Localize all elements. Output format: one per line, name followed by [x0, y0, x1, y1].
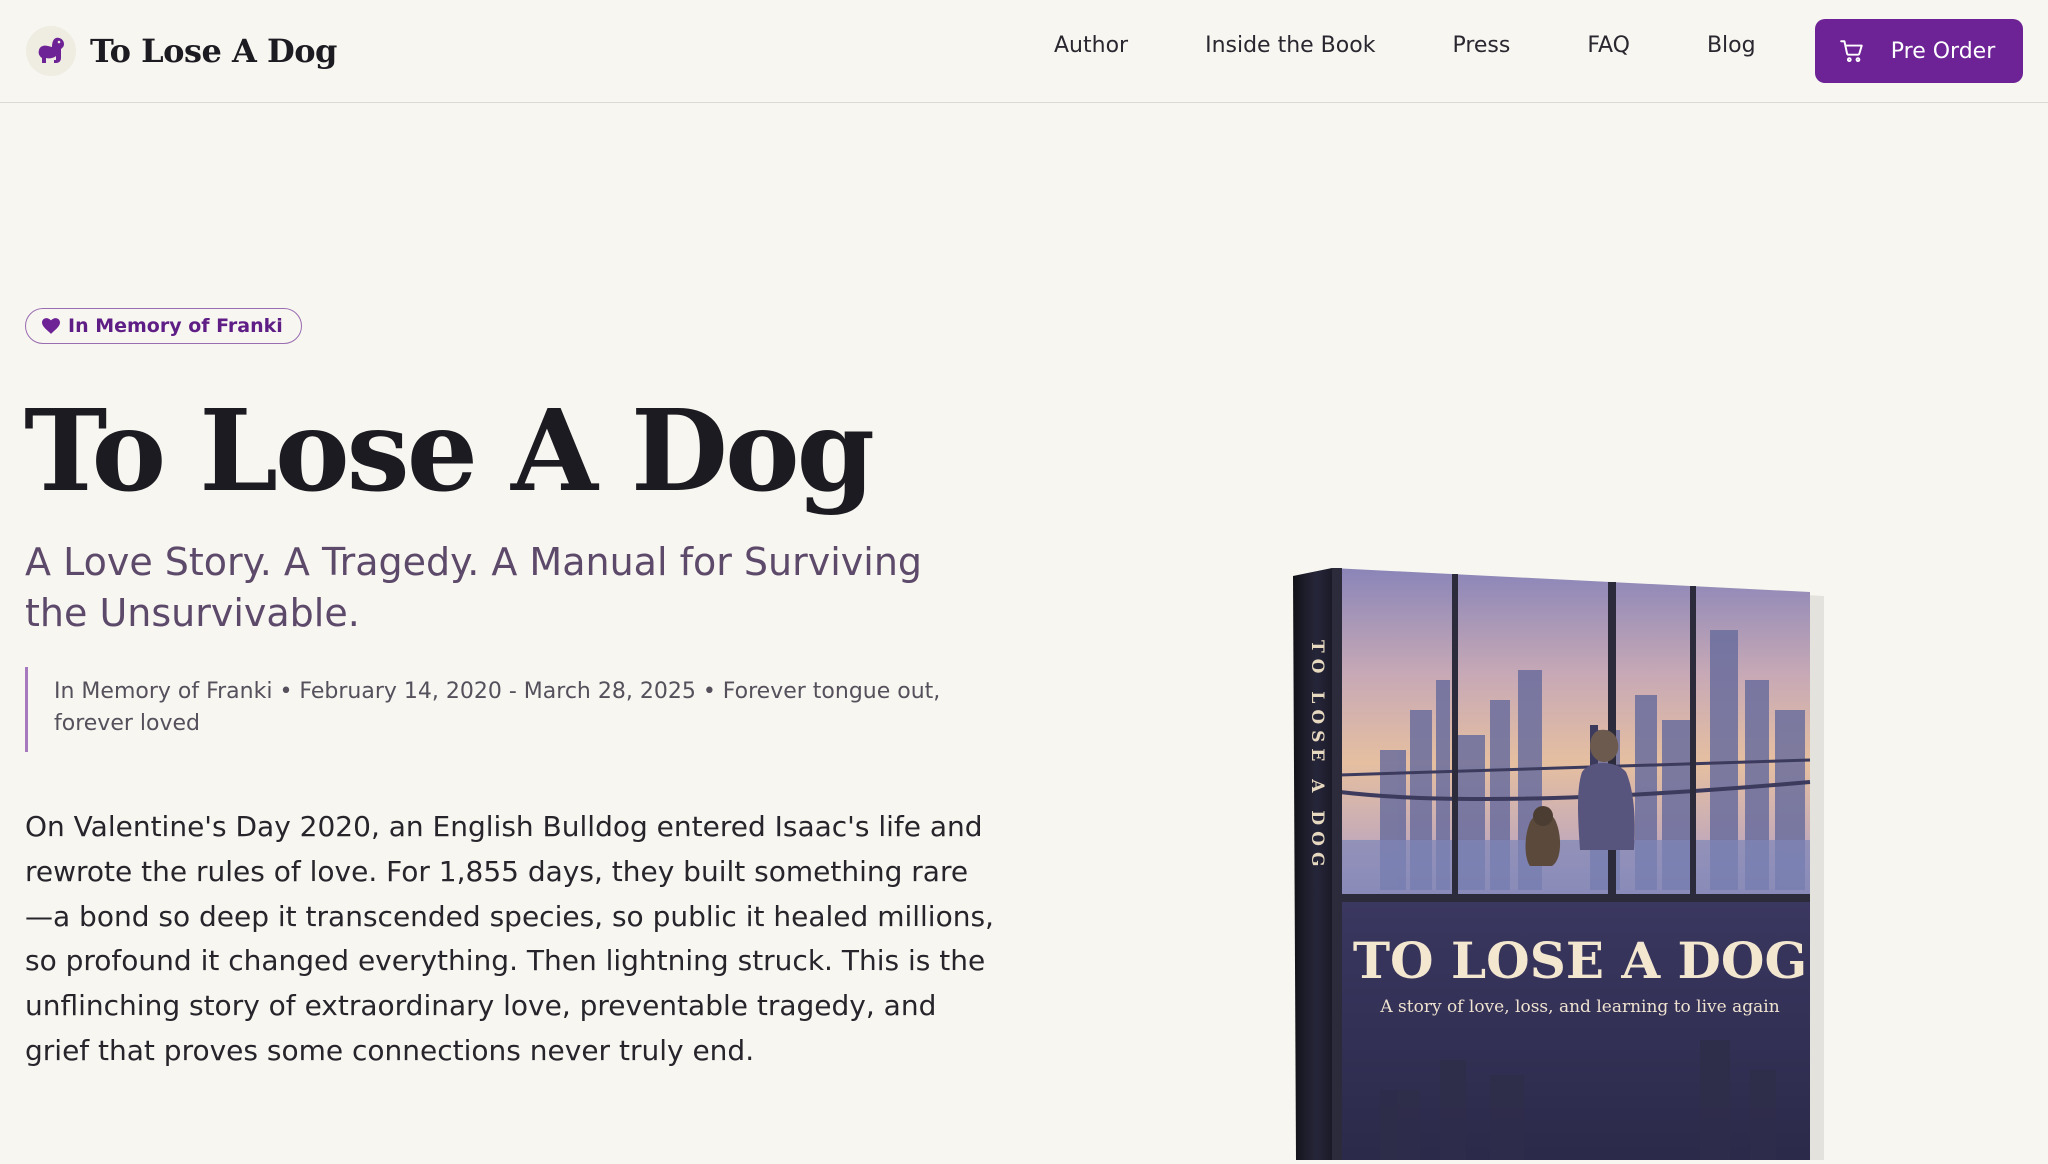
nav-link-inside-the-book[interactable]: Inside the Book [1205, 33, 1376, 58]
top-navigation [0, 0, 2048, 103]
bulldog-icon [26, 26, 76, 76]
spine-title: TO LOSE A DOG [1307, 640, 1327, 873]
memory-badge-label: In Memory of Franki [68, 315, 283, 337]
page-subtitle: A Love Story. A Tragedy. A Manual for Surviving the Unsurvivable. [25, 540, 923, 635]
nav-link-press[interactable]: Press [1452, 33, 1511, 58]
nav-link-faq[interactable]: FAQ [1587, 33, 1630, 58]
story-paragraph: On Valentine's Day 2020, an English Bulldog entered Isaac's life and rewrote the rules of love. For 1,855 days, they built something rare—a bond so deep it transcended species, so public it healed millions, so profound it changed everything. Then lightning struck. This is the unflinching story of extraordinary love, preventable tragedy, and grief that proves some connections never truly end. [25, 810, 994, 1067]
nav-links [1054, 33, 1756, 58]
cart-icon [1839, 38, 1865, 64]
nav-link-author[interactable]: Author [1054, 33, 1129, 58]
page-title: To Lose A Dog [24, 386, 872, 517]
book-cover-image [1290, 560, 1830, 1160]
memorial-text: In Memory of Franki • February 14, 2020 - March 28, 2025 • Forever tongue out, forever loved [54, 679, 941, 736]
memory-badge [25, 308, 302, 344]
brand-logo-link[interactable] [26, 26, 337, 76]
brand-name: To Lose A Dog [90, 32, 337, 70]
pre-order-button[interactable] [1815, 19, 2023, 83]
heart-icon [42, 318, 60, 334]
pre-order-label: Pre Order [1890, 38, 1996, 64]
cover-subtitle: A story of love, loss, and learning to live again [1380, 997, 1780, 1017]
nav-link-blog[interactable]: Blog [1706, 33, 1756, 58]
cover-title: TO LOSE A DOG [1352, 931, 1808, 990]
memorial-quote [25, 667, 985, 752]
